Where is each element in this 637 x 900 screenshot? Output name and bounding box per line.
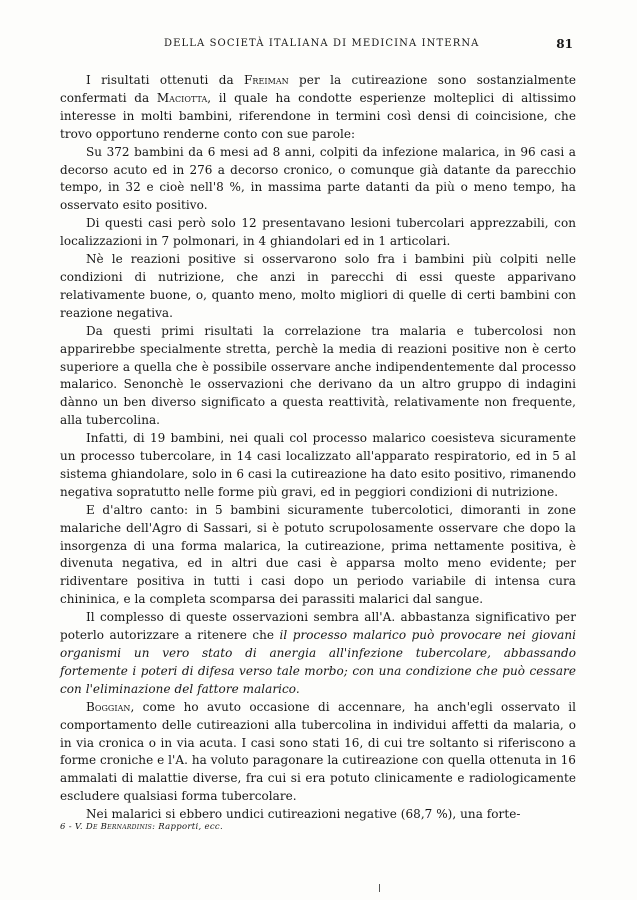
paragraph-5: Da questi primi risultati la correlazione tra malaria e tubercolosi non apparirebbe specialmente stretta, perchè la media di reazioni positive non è certo superiore a quella che è possibile osservare anche indipendentemente dal processo malarico. Senonchè le osservazioni che derivano da un altro gruppo di indagini dànno un ben diverso significato a questa reattività, relativamente non frequente, alla tubercolina. bbox=[60, 323, 576, 428]
author-name: Freiman bbox=[244, 73, 289, 87]
print-mark bbox=[379, 884, 380, 892]
paragraph-10: Nei malarici si ebbero undici cutireazioni negative (68,7 %), una forte- bbox=[86, 807, 521, 822]
text-run: Il complesso di queste osservazioni sembra all'A. abbastanza significativo per poterlo autorizzare a ritenere che bbox=[60, 610, 576, 643]
paragraph-6: Infatti, di 19 bambini, nei quali col processo malarico coesisteva sicuramente un processo tubercolare, in 14 casi localizzato all'apparato respiratorio, ed in 5 al sistema ghiandolare, solo in 6 casi la cutireazione ha dato esito positivo, rimanendo negativa sopratutto nelle forme più gravi, ed in peggiori condizioni di nutrizione. bbox=[60, 431, 576, 499]
page-header bbox=[60, 38, 575, 54]
author-name: Boggian bbox=[86, 699, 131, 714]
italic-conclusion: il processo malarico può provocare nei giovani organismi un vero stato di anergia all'infezione tubercolare, abbassando fortemente i poteri di difesa verso tale morbo; con una condizione che può cessare con l'eliminazione del fattore malarico. bbox=[60, 628, 576, 696]
paragraph-1 bbox=[60, 72, 576, 144]
paragraph-4: Nè le reazioni positive si osservarono solo fra i bambini più colpiti nelle condizioni di nutrizione, che anzi in parecchi di essi queste apparivano relativamente buone, o, quanto meno, molto migliori di quelle di certi bambini con reazione negativa. bbox=[60, 252, 576, 320]
text-run: , il quale ha condotte esperienze molteplici di altissimo interesse in molti bambini, riferendone in termini così densi di coincisione, che trovo opportuno renderne conto con sue parole: bbox=[60, 90, 576, 141]
page-number: 81 bbox=[556, 37, 573, 51]
author-name: Maciotta bbox=[156, 90, 208, 105]
paragraph-3: Di questi casi però solo 12 presentavano lesioni tubercolari apprezzabili, con localizzazioni in 7 polmonari, in 4 ghiandolari ed in 1 articolari. bbox=[60, 216, 576, 249]
running-title: DELLA SOCIETÀ ITALIANA DI MEDICINA INTERNA bbox=[164, 38, 480, 49]
paragraph-9 bbox=[60, 699, 576, 806]
signature-author: De Bernardinis bbox=[85, 822, 153, 832]
signature-number: 6 - V. bbox=[60, 822, 86, 832]
paragraph-7: E d'altro canto: in 5 bambini sicuramente tubercolotici, dimoranti in zone malariche dell'Agro di Sassari, si è potuto scrupolosamente osservare che dopo la insorgenza di una forma malarica, la cutireazione, prima nettamente positiva, è divenuta negativa, ed in altri due casi è apparsa molto meno evidente; per ridiventare positiva in tutti i casi dopo un periodo variabile di intensa cura chininica, e la completa scomparsa dei parassiti malarici dal sangue. bbox=[60, 502, 576, 607]
signature-work: : Rapporti, ecc. bbox=[152, 822, 223, 832]
text-run: , come ho avuto occasione di accennare, ha anch'egli osservato il comportamento delle cutireazioni alla tubercolina in individui affetti da malaria, o in via cronica o in via acuta. I casi sono stati 16, di cui tre soltanto si riferiscono a forme croniche e l'A. ha voluto paragonare la cutireazione con quella ottenuta in 16 ammalati di malattie diverse, fra cui si era potuto clinicamente e radiologicamente escludere qualsiasi forma tubercolare. bbox=[60, 699, 576, 804]
signature-line bbox=[60, 822, 223, 832]
paragraph-8 bbox=[60, 609, 576, 699]
body-text bbox=[60, 72, 576, 824]
text-run: per la cutireazione sono sostanzialmente confermati da bbox=[60, 73, 576, 105]
paragraph-2: Su 372 bambini da 6 mesi ad 8 anni, colpiti da infezione malarica, in 96 casi a decorso acuto ed in 276 a decorso cronico, o comunque già datante da parecchio tempo, in 32 e cioè nell'8 %, in massima parte datanti da più o meno tempo, ha osservato esito positivo. bbox=[60, 144, 576, 213]
text-run: I risultati ottenuti da bbox=[86, 73, 245, 87]
